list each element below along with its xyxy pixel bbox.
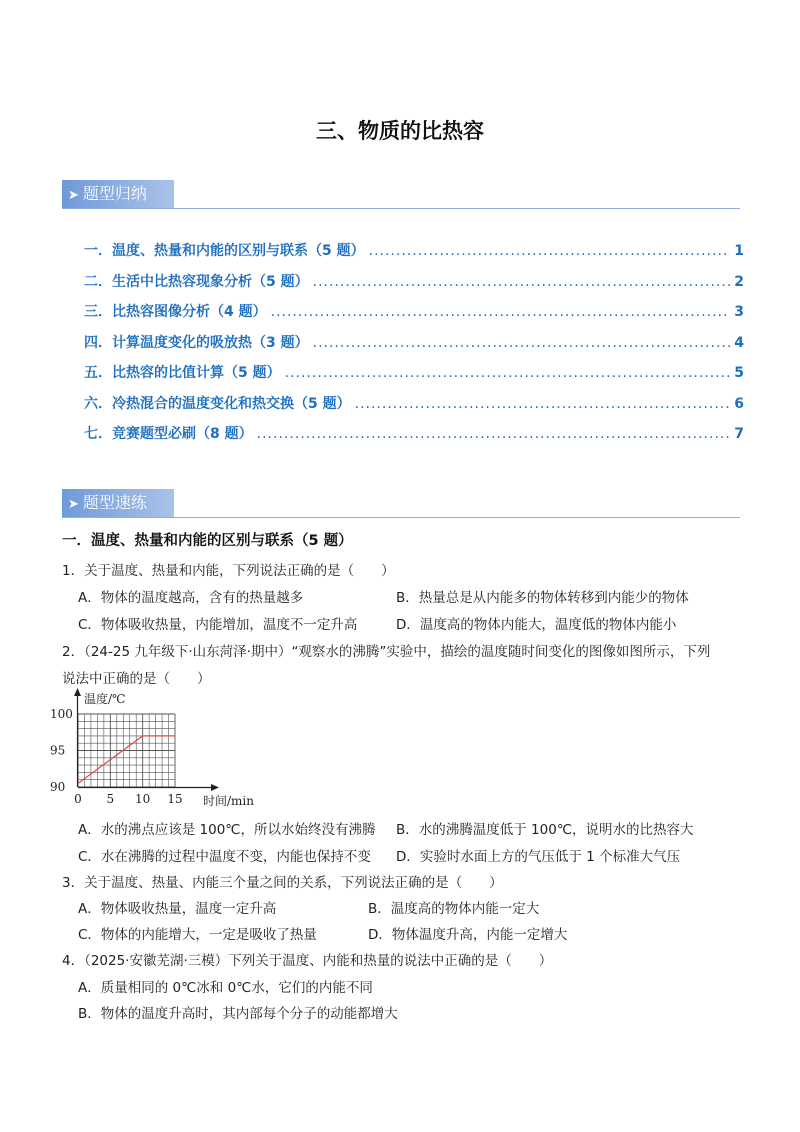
question-3-stem: 3．关于温度、热量、内能三个量之间的关系，下列说法正确的是（ ）: [62, 875, 503, 891]
page-title: 三、物质的比热容: [316, 119, 484, 143]
question-2-stem: 2．（24-25 九年级下·山东菏泽·期中）“观察水的沸腾”实验中，描绘的温度随时间变化的图像如图所示，下列: [62, 644, 711, 660]
question-2-stem-continued: 说法中正确的是（ ）: [62, 671, 211, 687]
y-tick-label: 90: [50, 780, 66, 794]
x-axis-arrow: [211, 784, 219, 791]
question-1-option-c: C．物体吸收热量，内能增加，温度不一定升高: [78, 617, 358, 633]
question-1-option-b: B．热量总是从内能多的物体转移到内能少的物体: [396, 590, 689, 606]
toc-page-number: 2: [734, 273, 744, 290]
arrow-icon: ➤: [68, 497, 79, 512]
toc-item[interactable]: 七．竞赛题型必刷（8 题） ..... 7: [84, 423, 744, 454]
part-heading: 一．温度、热量和内能的区别与联系（5 题）: [62, 533, 353, 549]
question-4-option-a: A．质量相同的 0℃冰和 0℃水，它们的内能不同: [78, 980, 373, 996]
toc-page-number: 6: [734, 395, 744, 412]
question-2-option-c: C．水在沸腾的过程中温度不变，内能也保持不变: [78, 849, 371, 865]
question-4-option-b: B．物体的温度升高时，其内部每个分子的动能都增大: [78, 1006, 398, 1022]
toc-item[interactable]: 六．冷热混合的温度变化和热交换（5 题） ..... 6: [84, 393, 744, 424]
toc-page-number: 5: [734, 365, 744, 381]
toc-item[interactable]: 二．生活中比热容现象分析（5 题） ..... 2: [84, 271, 744, 302]
section-title: 题型归纳: [82, 184, 147, 203]
question-2-option-a: A．水的沸点应该是 100℃，所以水始终没有沸腾: [78, 822, 376, 838]
section-header-practice: [62, 489, 740, 518]
y-tick-label: 95: [50, 743, 66, 758]
toc-item[interactable]: 三．比热容图像分析（4 题） ..... 3: [84, 301, 744, 332]
question-4-stem: 4．（2025·安徽芜湖·三模）下列关于温度、内能和热量的说法中正确的是（ ）: [62, 953, 553, 969]
table-of-contents: [84, 240, 744, 454]
y-axis-arrow: [74, 688, 81, 696]
question-2-option-d: D．实验时水面上方的气压低于 1 个标准大气压: [396, 849, 681, 865]
toc-page-number: 1: [734, 243, 744, 259]
section-header-summary: [62, 180, 740, 209]
y-tick-label: 100: [50, 707, 73, 721]
toc-page-number: 3: [734, 304, 744, 320]
question-1-option-a: A．物体的温度越高，含有的热量越多: [78, 590, 304, 606]
question-1-option-d: D．温度高的物体内能大，温度低的物体内能小: [396, 617, 677, 633]
question-3-option-d: D．物体温度升高，内能一定增大: [368, 927, 568, 943]
toc-item[interactable]: 一．温度、热量和内能的区别与联系（5 题） ..... 1: [84, 240, 744, 271]
question-3-option-a: A．物体吸收热量，温度一定升高: [78, 901, 277, 917]
x-tick-label: 0: [74, 792, 82, 806]
question-3-option-b: B．温度高的物体内能一定大: [368, 901, 540, 917]
toc-page-number: 4: [734, 334, 744, 351]
y-axis-label: 温度/℃: [84, 692, 126, 706]
x-tick-label: 5: [106, 792, 115, 806]
x-tick-label: 15: [167, 792, 183, 806]
x-tick-label: 10: [135, 792, 151, 806]
toc-item[interactable]: 四．计算温度变化的吸放热（3 题） ..... 4: [84, 332, 744, 363]
toc-page-number: 7: [734, 426, 744, 442]
arrow-icon: ➤: [68, 188, 79, 203]
x-axis-label: 时间/min: [203, 794, 254, 808]
temperature-time-chart: [30, 688, 260, 810]
toc-item[interactable]: 五．比热容的比值计算（5 题） ..... 5: [84, 362, 744, 393]
section-title: 题型速练: [82, 493, 147, 512]
question-3-option-c: C．物体的内能增大，一定是吸收了热量: [78, 927, 317, 943]
question-2-option-b: B．水的沸腾温度低于 100℃，说明水的比热容大: [396, 822, 694, 838]
question-1-stem: 1．关于温度、热量和内能，下列说法正确的是（ ）: [62, 563, 395, 579]
